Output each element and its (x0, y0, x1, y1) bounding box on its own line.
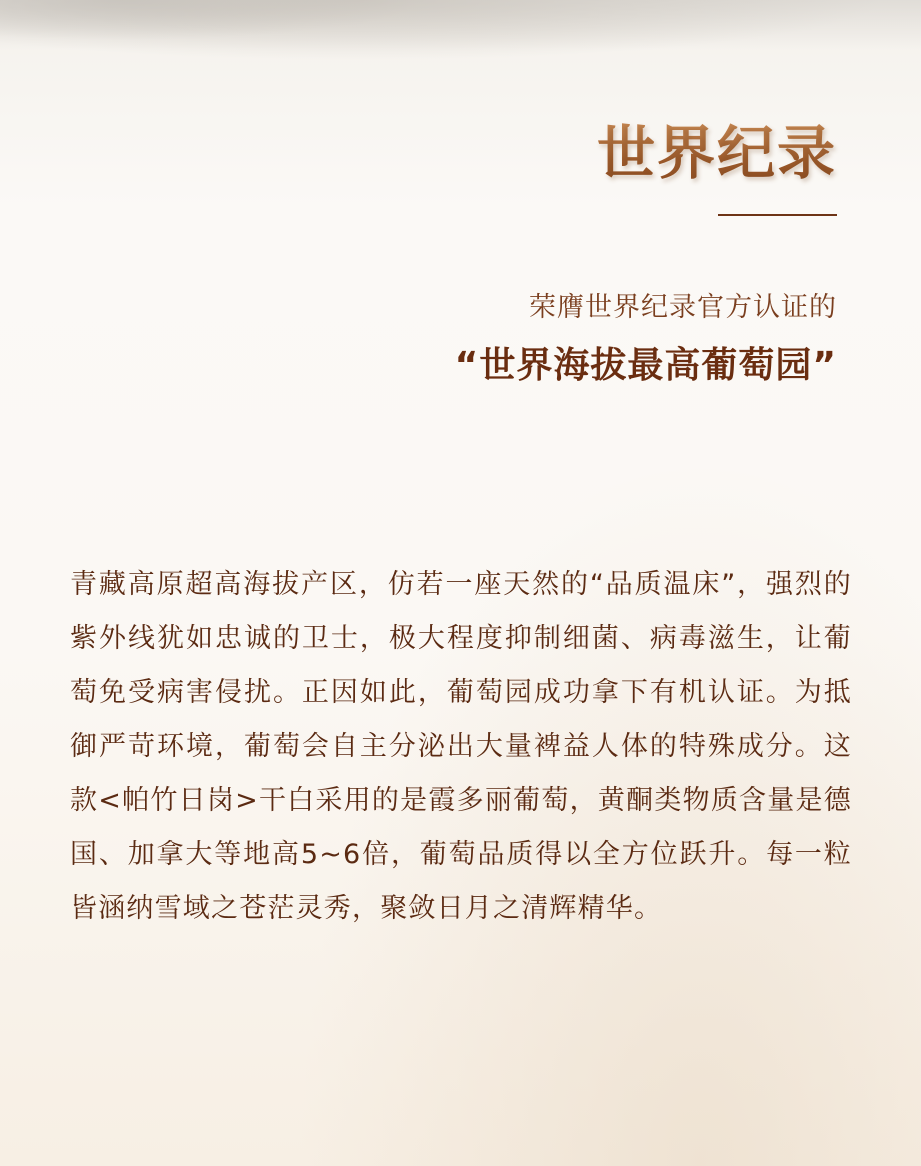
body-paragraph: 青藏高原超高海拔产区，仿若一座天然的“品质温床”，强烈的紫外线犹如忠诚的卫士，极大程度抑制细菌、病毒滋生，让葡萄免受病害侵扰。正因如此，葡萄园成功拿下有机认证。为抵御严苛环境，葡萄会自主分泌出大量裨益人体的特殊成分。这款<帕竹日岗>干白采用的是霞多丽葡萄，黄酮类物质含量是德国、加拿大等地高5~6倍，葡萄品质得以全方位跃升。每一粒皆涵纳雪域之苍茫灵秀，聚敛日月之清辉精华。 (70, 569, 852, 924)
subtitle: 荣膺世界纪录官方认证的 (529, 292, 837, 323)
headline: “世界海拔最高葡萄园” (454, 345, 837, 386)
page-title: 世界纪录 (596, 119, 837, 187)
top-mist-background (0, 0, 921, 50)
title-divider (718, 214, 837, 216)
